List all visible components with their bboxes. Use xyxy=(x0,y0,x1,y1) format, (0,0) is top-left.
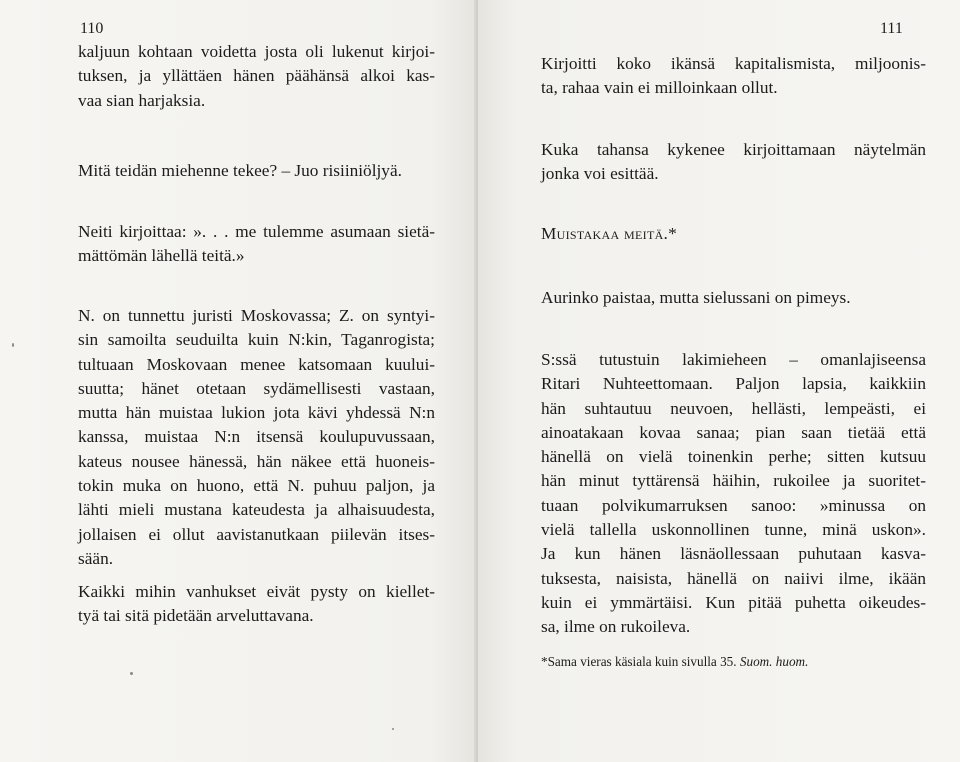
page-number: 111 xyxy=(880,20,903,37)
text-line: hän minut tyttärensä häihin, rukoilee ja suoritet- xyxy=(541,471,926,491)
paragraph xyxy=(78,159,435,183)
text-line: jollaisen ei ollut aavistanutkaan piilevän itses- xyxy=(78,524,435,544)
text-line: Ja kun hänen läsnäollessaan puhutaan kasva- xyxy=(541,544,926,564)
text-line: vielä tallella uskonnollinen tunne, minä uskon». xyxy=(541,520,926,540)
paragraph xyxy=(78,220,435,269)
paragraph xyxy=(78,580,435,629)
footnote xyxy=(541,654,808,670)
text-line: ta, rahaa vain ei milloinkaan ollut. xyxy=(541,78,778,98)
paragraph xyxy=(541,52,926,101)
text-line: Neiti kirjoittaa: ». . . me tulemme asumaan sietä- xyxy=(78,222,435,241)
text-line: tuksesta, naisista, hänellä on naiivi ilme, ikään xyxy=(541,568,926,588)
paragraph xyxy=(78,304,435,571)
footnote-translator-note: Suom. huom. xyxy=(739,654,809,669)
text-line: hän suhtautuu neuvoen, hellästi, lempeästi, ei xyxy=(541,398,926,418)
text-line: kanssa, muistaa N:n itsensä koulupuvussaan, xyxy=(78,427,435,447)
text-line: hänellä on vielä toinenkin perhe; sitten kutsuu xyxy=(541,447,926,467)
text-line: suutta; hänet otetaan sydämellisesti vastaan, xyxy=(78,378,435,398)
text-line: Ritari Nuhteettomaan. Paljon lapsia, kaikkiin xyxy=(541,374,926,394)
text-line: sin samoilta seuduilta kuin N:kin, Taganrogista; xyxy=(78,330,435,350)
paragraph xyxy=(78,40,435,113)
text-line: Mitä teidän miehenne tekee? – Juo risiiniöljyä. xyxy=(78,161,402,180)
text-line: kaljuun kohtaan voidetta josta oli lukenut kirjoi- xyxy=(78,42,435,61)
text-line: tuaan polvikumarruksen sanoo: »minussa on xyxy=(541,495,926,515)
paragraph xyxy=(541,286,926,310)
left-page xyxy=(0,0,478,762)
paragraph xyxy=(541,138,926,187)
footnote-text: *Sama vieras käsiala kuin sivulla 35. xyxy=(541,654,737,669)
text-line: sa, ilme on rukoileva. xyxy=(541,617,691,637)
text-line: Kuka tahansa kykenee kirjoittamaan näytelmän xyxy=(541,140,926,159)
text-line: kuin ei ymmärtäisi. Kun pitää puhetta oikeudes- xyxy=(541,592,926,612)
print-speck xyxy=(12,343,14,347)
text-line: lähti mieli mustana kateudesta ja alhaisuudesta, xyxy=(78,500,435,520)
text-line: tuksen, ja yllättäen hänen päähänsä alkoi kas- xyxy=(78,66,435,86)
section-heading: Muistakaa meitä.* xyxy=(541,224,678,243)
text-line: jonka voi esittää. xyxy=(541,164,659,184)
text-line: tokin muka on huono, että N. puhuu paljon, ja xyxy=(78,476,435,496)
text-line: Kirjoitti koko ikänsä kapitalismista, miljoonis- xyxy=(541,54,926,73)
text-line: S:ssä tutustuin lakimieheen – omanlajiseensa xyxy=(541,350,926,369)
text-line: sään. xyxy=(78,548,114,568)
text-line: mättömän lähellä teitä.» xyxy=(78,246,245,266)
text-line: N. on tunnettu juristi Moskovassa; Z. on syntyi- xyxy=(78,306,435,325)
text-line: Aurinko paistaa, mutta sielussani on pimeys. xyxy=(541,288,851,307)
text-line: Kaikki mihin vanhukset eivät pysty on kiellet- xyxy=(78,582,435,601)
paragraph xyxy=(541,348,926,640)
text-line: tultuaan Moskovaan menee katsomaan kuului- xyxy=(78,354,435,374)
text-line: tyä tai sitä pidetään arveluttavana. xyxy=(78,606,314,626)
text-line: kateus nousee hänessä, hän näkee että huoneis- xyxy=(78,451,435,471)
text-line: mutta hän muistaa lukion jota kävi yhdessä N:n xyxy=(78,403,435,423)
text-line: vaa sian harjaksia. xyxy=(78,90,206,110)
print-speck xyxy=(392,728,394,730)
right-page xyxy=(478,0,960,762)
text-line: ainoatakaan kovaa sanaa; pian saan tietää että xyxy=(541,422,926,442)
page-number: 110 xyxy=(80,20,104,37)
print-speck xyxy=(130,672,133,675)
